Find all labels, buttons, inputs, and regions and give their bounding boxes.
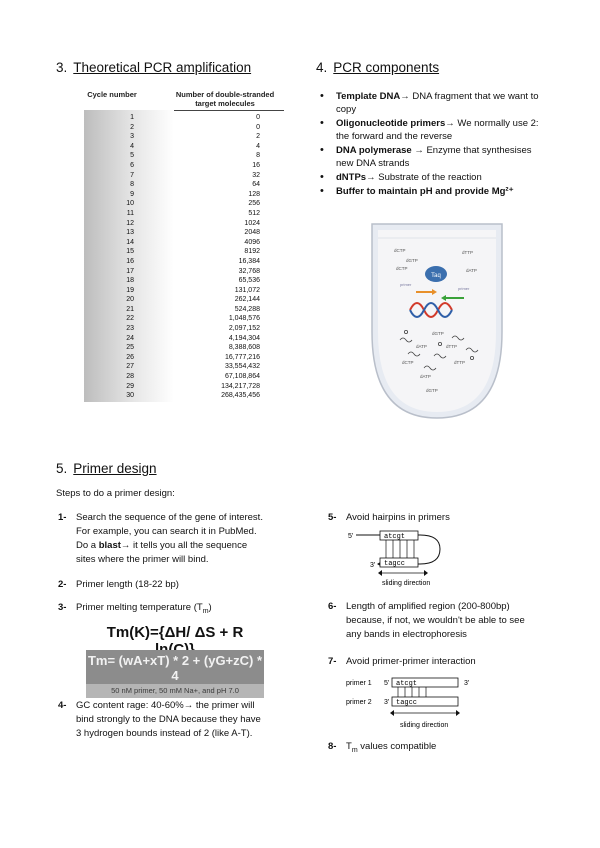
- step-6: 6- Length of amplified region (200-800bp) because, if not, we wouldn't be able to see any bands in electrophoresis: [328, 601, 525, 640]
- cycle-number-cell: 12: [126, 219, 134, 227]
- tube-label: dATP: [420, 374, 431, 379]
- cycle-number-cell: 7: [130, 171, 134, 179]
- primer-1-label: primer 1: [346, 680, 372, 687]
- steps-intro: Steps to do a primer design:: [56, 488, 175, 499]
- hairpin-diagram: [340, 528, 480, 590]
- cycle-number-cell: 30: [126, 392, 134, 400]
- table-row: [84, 267, 284, 277]
- sliding-arrow-right: [424, 570, 428, 576]
- molecule-count-cell: 4: [256, 142, 260, 150]
- table-row: [84, 190, 284, 200]
- melting-formula-wallace: Tm= (wA+xT) * 2 + (yG+zC) * 4: [86, 650, 264, 684]
- cycle-number-cell: 10: [126, 200, 134, 208]
- primer-dimer-diagram: [344, 675, 494, 733]
- cycle-number-cell: 11: [126, 209, 134, 217]
- cycle-number-cell: 5: [130, 152, 134, 160]
- table-row: [84, 362, 284, 372]
- molecule-count-cell: 268,435,456: [221, 392, 260, 400]
- cycle-number-cell: 23: [126, 325, 134, 333]
- cycle-number-cell: 3: [130, 133, 134, 141]
- table-row: [84, 372, 284, 382]
- table-row: [84, 199, 284, 209]
- cycle-number-cell: 27: [126, 363, 134, 371]
- table-row: [84, 343, 284, 353]
- molecule-count-cell: 8,388,608: [228, 344, 260, 352]
- tube-label: dGTP: [432, 331, 444, 336]
- table-row: [84, 286, 284, 296]
- step-5: 5- Avoid hairpins in primers: [328, 512, 450, 523]
- sliding-arrow-left: [378, 570, 382, 576]
- molecule-count-cell: 8192: [244, 248, 260, 256]
- step-8: 8- $T_m$ values compatible: [328, 741, 437, 754]
- table-row: [84, 334, 284, 344]
- molecule-count-cell: 32: [252, 171, 260, 179]
- table-row: [84, 324, 284, 334]
- molecule-count-cell: 4,194,304: [228, 334, 260, 342]
- molecule-count-cell: 131,072: [234, 286, 260, 294]
- molecule-count-cell: 256: [248, 200, 260, 208]
- cycle-number-cell: 22: [126, 315, 134, 323]
- step-4: 4- GC content rage: 40-60%→ the primer will bind strongly to the DNA because they have 3 hydrogen bounds instead of 2 (like A-T).: [58, 700, 261, 739]
- step-3: 3- Primer melting temperature $(T_m)$: [58, 602, 212, 615]
- column-header-cycle: Cycle number: [87, 90, 137, 99]
- cycle-number-cell: 1: [130, 114, 134, 121]
- tube-label: dTTP: [446, 344, 458, 349]
- step-1: 1- Search the sequence of the gene of interest. For example, you can search it in PubMed. Do a blast→ it tells you all the sequence sites where the primer will bind.: [58, 512, 263, 565]
- table-row: [84, 295, 284, 305]
- list-item: • Buffer to maintain pH and provide Mg²⁺: [318, 185, 546, 198]
- table-row: [84, 113, 284, 123]
- sliding-direction-caption: sliding direction: [400, 722, 449, 729]
- table-row: [84, 219, 284, 229]
- molecule-count-cell: 128: [248, 190, 260, 198]
- taq-label: Taq: [431, 273, 441, 279]
- cycle-number-cell: 15: [126, 248, 134, 256]
- table-row: [84, 171, 284, 181]
- components-list: [318, 90, 546, 198]
- tube-liquid: [378, 230, 496, 412]
- section-number: 4.: [316, 60, 328, 75]
- cycle-number-cell: 21: [126, 305, 134, 313]
- molecule-count-cell: 32,768: [238, 267, 260, 275]
- tube-label: dATP: [466, 268, 477, 273]
- table-row: [84, 161, 284, 171]
- tube-label: dATP: [416, 344, 427, 349]
- list-item: • DNA polymerase → Enzyme that synthesises new DNA strands: [318, 144, 546, 170]
- step-7: 7- Avoid primer-primer interaction: [328, 656, 476, 667]
- molecule-count-cell: 16,777,216: [224, 353, 260, 361]
- list-item: • dNTPs→ Substrate of the reaction: [318, 171, 546, 184]
- table-row: [84, 276, 284, 286]
- p1-five-prime: 5': [384, 680, 390, 687]
- molecule-count-cell: 2: [256, 133, 260, 141]
- three-prime-label: 3': [370, 562, 376, 569]
- molecule-count-cell: 0: [256, 114, 260, 121]
- column-header-molecules: Number of double-stranded target molecules: [175, 90, 275, 108]
- cycle-number-cell: 18: [126, 277, 134, 285]
- cycle-number-cell: 24: [126, 334, 134, 342]
- table-row: [84, 353, 284, 363]
- primer-2-label: primer 2: [346, 699, 372, 706]
- table-row: [84, 391, 284, 401]
- sliding-direction-caption: sliding direction: [382, 580, 431, 587]
- section-number: 3.: [56, 60, 68, 75]
- molecule-count-cell: 1,048,576: [228, 315, 260, 323]
- primer-2-sequence: tagcc: [396, 699, 418, 707]
- table-row: [84, 314, 284, 324]
- table-row: [84, 228, 284, 238]
- cycle-number-cell: 8: [130, 181, 134, 189]
- table-row: [84, 382, 284, 392]
- step-2: 2- Primer length (18-22 bp): [58, 579, 179, 590]
- section-title: Primer design: [73, 461, 157, 476]
- pcr-table: [84, 113, 284, 401]
- tube-label: dTTP: [462, 250, 474, 255]
- section-4-heading: [316, 60, 439, 75]
- molecule-count-cell: 262,144: [234, 296, 260, 304]
- tube-label: dCTP: [396, 266, 408, 271]
- cycle-number-cell: 4: [130, 142, 134, 150]
- molecule-count-cell: 16: [252, 161, 260, 169]
- tube-label: primer: [458, 286, 470, 291]
- melting-formula-box: [86, 650, 264, 698]
- molecule-count-cell: 0: [256, 123, 260, 131]
- cycle-number-cell: 9: [130, 190, 134, 198]
- dimer-pair-lines: [398, 687, 426, 697]
- components-list-wrap: [318, 90, 546, 199]
- table-row: [84, 209, 284, 219]
- formula-conditions: 50 nM primer, 50 mM Na+, and pH 7.0: [86, 684, 264, 698]
- table-row: [84, 257, 284, 267]
- molecule-count-cell: 65,536: [238, 277, 260, 285]
- cycle-number-cell: 25: [126, 344, 134, 352]
- primer-1-sequence: atcgt: [396, 680, 418, 688]
- p1-three-prime: 3': [464, 680, 470, 687]
- cycle-number-cell: 16: [126, 257, 134, 265]
- molecule-count-cell: 33,554,432: [224, 363, 260, 371]
- list-item: • Template DNA→ DNA fragment that we want to copy: [318, 90, 546, 116]
- section-5-heading: [56, 461, 157, 476]
- tube-label: dCTP: [394, 248, 406, 253]
- molecule-count-cell: 2,097,152: [228, 325, 260, 333]
- table-row: [84, 142, 284, 152]
- molecule-count-cell: 1024: [244, 219, 260, 227]
- five-prime-label: 5': [348, 533, 354, 540]
- tube-label: dCTP: [402, 360, 414, 365]
- tube-label: dGTP: [406, 258, 418, 263]
- cycle-number-cell: 6: [130, 161, 134, 169]
- table-row: [84, 123, 284, 133]
- table-row: [84, 305, 284, 315]
- cycle-number-cell: 20: [126, 296, 134, 304]
- table-row: [84, 180, 284, 190]
- section-3-heading: [56, 60, 251, 75]
- molecule-count-cell: 524,288: [234, 305, 260, 313]
- cycle-number-cell: 19: [126, 286, 134, 294]
- base-pair-lines: [386, 540, 414, 558]
- bottom-sequence: tagcc: [384, 560, 406, 568]
- table-row: [84, 238, 284, 248]
- cycle-number-cell: 2: [130, 123, 134, 131]
- list-item: • Oligonucleotide primers→ We normally use 2: the forward and the reverse: [318, 117, 546, 143]
- molecule-count-cell: 8: [256, 152, 260, 160]
- tube-label: dGTP: [426, 388, 438, 393]
- cycle-number-cell: 17: [126, 267, 134, 275]
- p2-three-prime: 3': [384, 699, 390, 706]
- molecule-count-cell: 67,108,864: [224, 373, 260, 381]
- table-row: [84, 132, 284, 142]
- sliding-arrow-right: [456, 710, 460, 716]
- tube-label: primer: [400, 282, 412, 287]
- molecule-count-cell: 16,384: [238, 257, 260, 265]
- tube-label: dTTP: [454, 360, 466, 365]
- cycle-number-cell: 26: [126, 353, 134, 361]
- sliding-arrow-left: [390, 710, 394, 716]
- molecule-count-cell: 2048: [244, 229, 260, 237]
- pcr-tube-illustration: [370, 222, 504, 420]
- top-sequence: atcgt: [384, 533, 406, 541]
- section-title: PCR components: [333, 60, 440, 75]
- melting-formula-thermo: Tm(K)={ΔH/ ΔS + R: [106, 624, 244, 641]
- cycle-number-cell: 14: [126, 238, 134, 246]
- molecule-count-cell: 64: [252, 181, 260, 189]
- cycle-number-cell: 29: [126, 382, 134, 390]
- molecule-count-cell: 512: [248, 209, 260, 217]
- molecule-count-cell: 4096: [244, 238, 260, 246]
- cycle-number-cell: 13: [126, 229, 134, 237]
- table-row: [84, 151, 284, 161]
- table-row: [84, 247, 284, 257]
- molecule-count-cell: 134,217,728: [221, 382, 260, 390]
- section-number: 5.: [56, 461, 68, 476]
- cycle-number-cell: 28: [126, 373, 134, 381]
- section-title: Theoretical PCR amplification: [73, 60, 252, 75]
